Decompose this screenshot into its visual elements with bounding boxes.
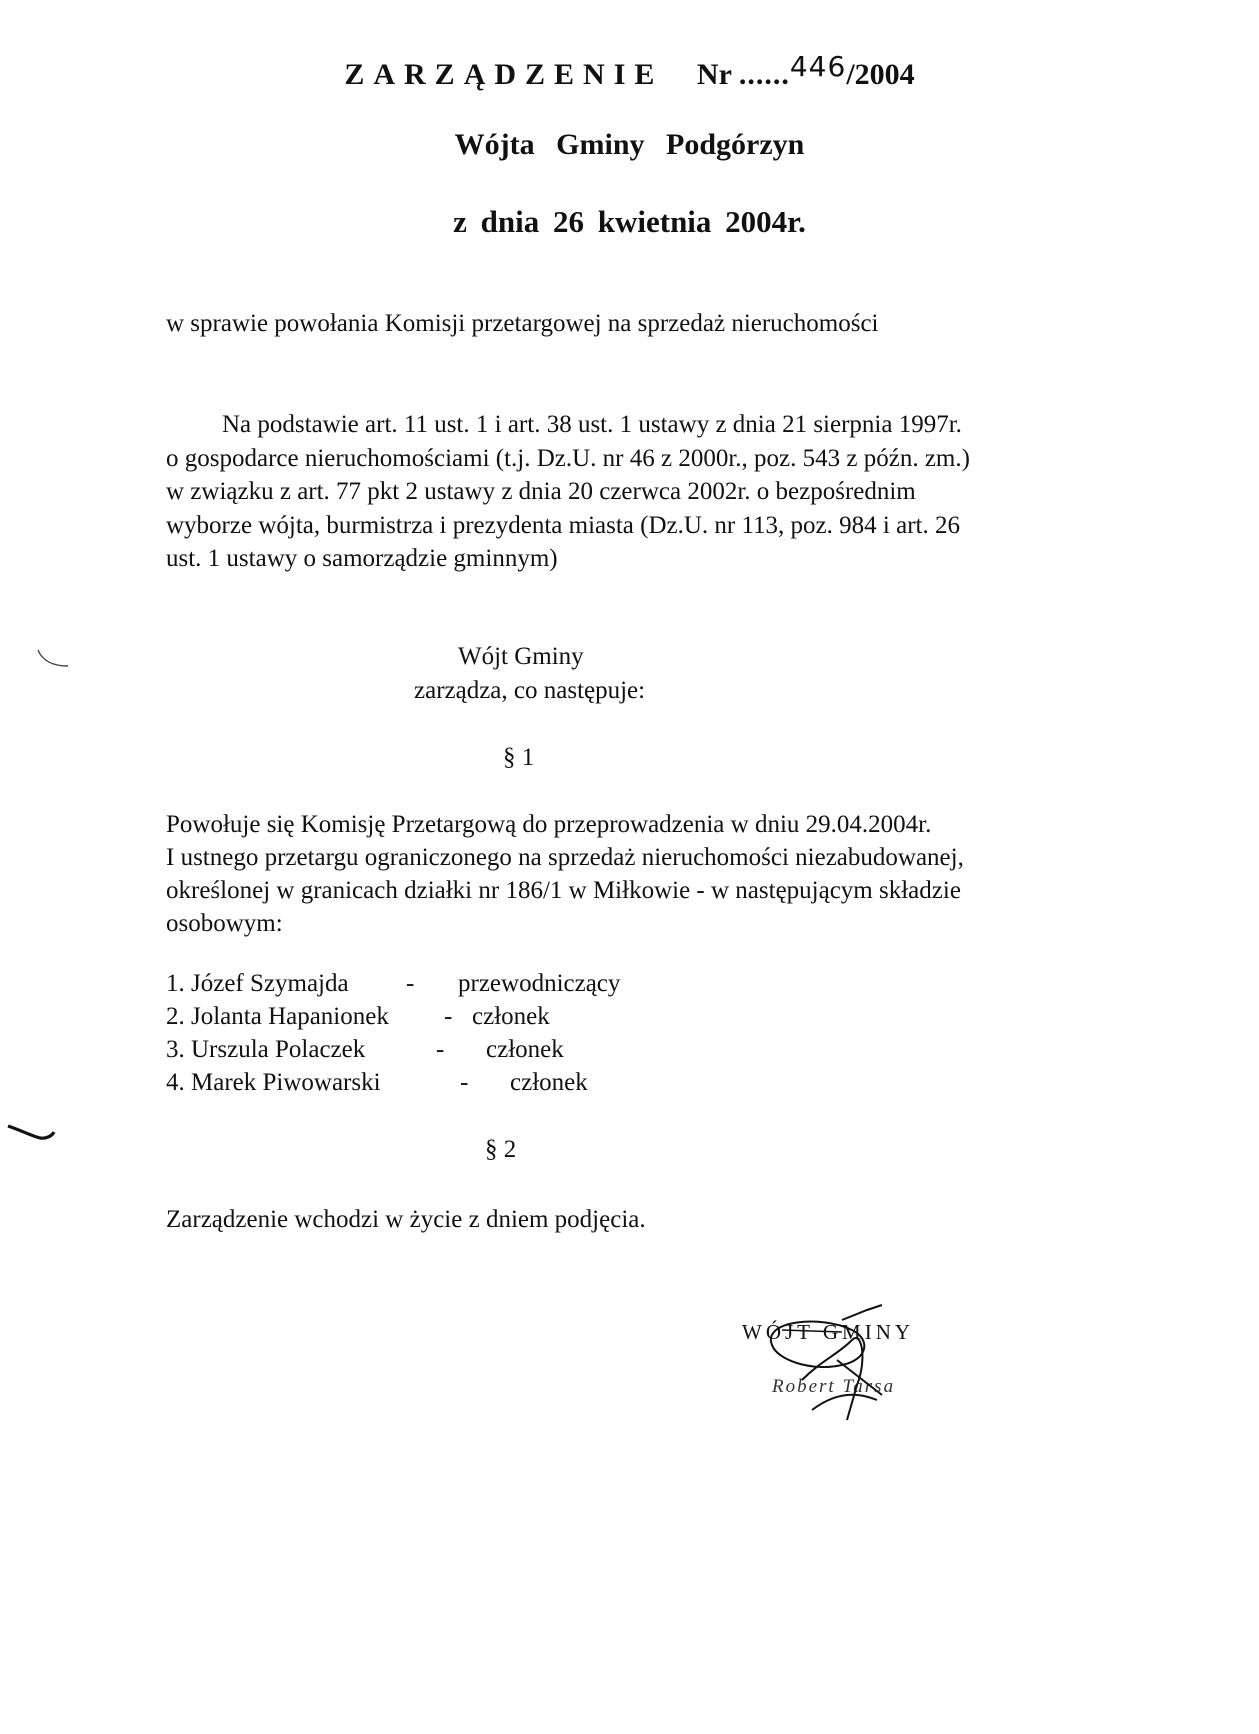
legal-basis-line: ust. 1 ustawy o samorządzie gminnym) — [166, 545, 558, 572]
decree-intro-authority: Wójt Gminy — [458, 643, 584, 670]
member-role: członek — [486, 1036, 564, 1063]
section-1-line: określonej w granicach działki nr 186/1 w Miłkowie - w następującym składzie — [166, 877, 961, 904]
member-dash: - — [436, 1036, 445, 1063]
member-role: członek — [510, 1069, 588, 1096]
member-role: przewodniczący — [458, 970, 621, 997]
legal-basis-line: Na podstawie art. 11 ust. 1 i art. 38 ust. 1 ustawy z dnia 21 sierpnia 1997r. — [222, 411, 962, 438]
handwritten-number: 446 — [789, 50, 847, 83]
member-dash: - — [444, 1003, 453, 1030]
handwritten-signature — [742, 1300, 962, 1430]
stamp-name: Robert Tarsa — [772, 1376, 896, 1397]
number-label: Nr — [696, 58, 732, 91]
section-1-line: osobowym: — [166, 910, 283, 937]
member-name: 1. Józef Szymajda — [166, 970, 349, 997]
section-2-text: Zarządzenie wchodzi w życie z dniem podjęcia. — [166, 1206, 646, 1233]
number-dots: ...... — [738, 58, 790, 91]
official-stamp — [742, 1300, 962, 1430]
legal-basis-line: wyborze wójta, burmistrza i prezydenta miasta (Dz.U. nr 113, poz. 984 i art. 26 — [166, 511, 960, 539]
section-1-line: I ustnego przetargu ograniczonego na sprzedaż nieruchomości niezabudowanej, — [166, 844, 964, 871]
legal-basis-line: w związku z art. 77 pkt 2 ustawy z dnia 20 czerwca 2002r. o bezpośrednim — [166, 478, 916, 505]
legal-basis — [166, 408, 1126, 576]
stamp-title: WÓJT GMINY — [742, 1320, 915, 1344]
section-1-symbol: § 1 — [503, 744, 535, 771]
section-2-symbol: § 2 — [485, 1136, 517, 1163]
legal-basis-line: o gospodarce nieruchomościami (t.j. Dz.U. nr 46 z 2000r., poz. 543 z późn. zm.) — [166, 444, 970, 472]
issuer-heading: Wójta Gminy Podgórzyn — [454, 128, 805, 161]
member-role: członek — [472, 1003, 550, 1030]
section-1-line: Powołuje się Komisję Przetargową do przeprowadzenia w dniu 29.04.2004r. — [166, 811, 932, 838]
member-dash: - — [406, 970, 415, 997]
scan-mark — [6, 1120, 56, 1144]
number-year: /2004 — [846, 58, 915, 91]
member-dash: - — [460, 1069, 469, 1096]
title-word: ZARZĄDZENIE — [344, 58, 664, 91]
date-heading: z dnia 26 kwietnia 2004r. — [453, 204, 806, 239]
member-name: 2. Jolanta Hapanionek — [166, 1003, 389, 1030]
member-name: 3. Urszula Polaczek — [166, 1036, 366, 1063]
member-name: 4. Marek Piwowarski — [166, 1069, 381, 1096]
decree-intro-statement: zarządza, co następuje: — [414, 677, 646, 704]
section-1-text — [166, 808, 964, 940]
scan-mark — [34, 648, 74, 672]
subject-line: w sprawie powołania Komisji przetargowej na sprzedaż nieruchomości — [166, 310, 879, 337]
document-title — [0, 50, 1259, 92]
